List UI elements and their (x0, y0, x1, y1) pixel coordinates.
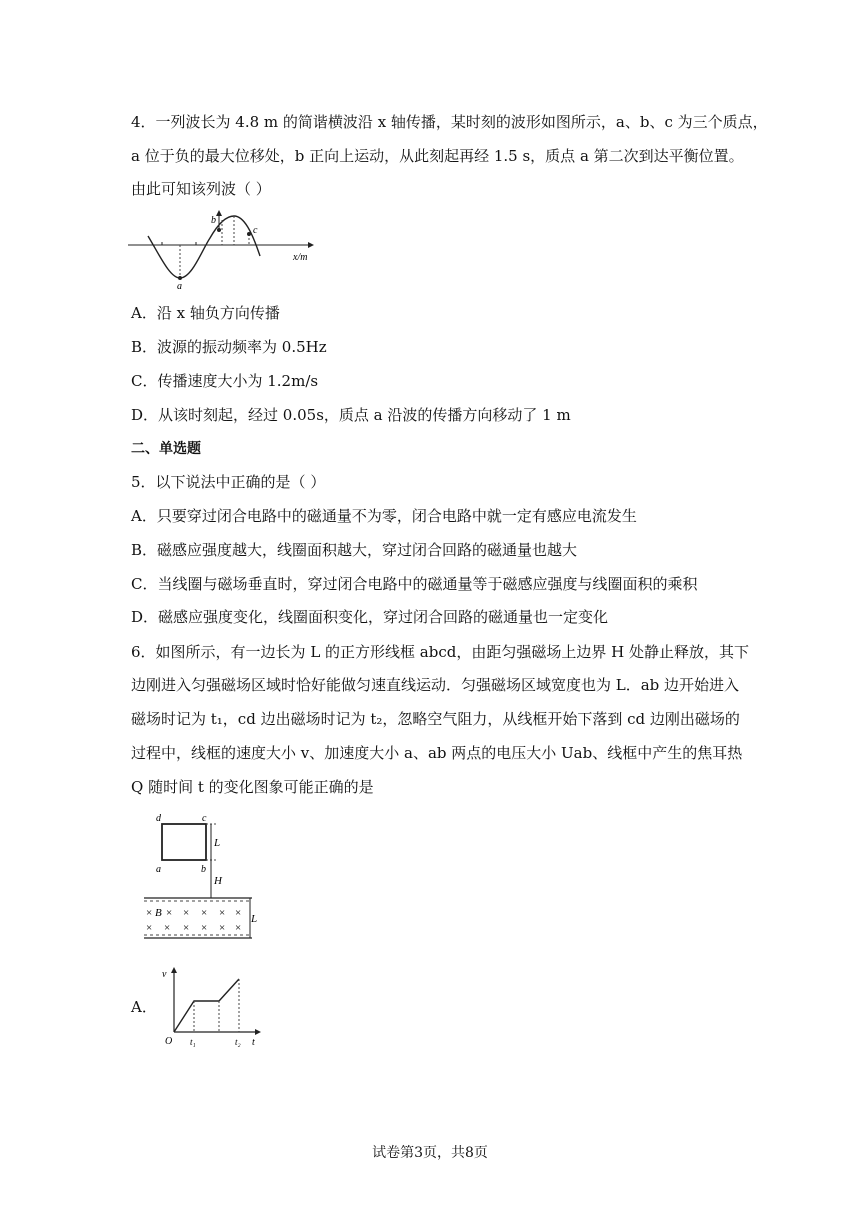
q5-option-a: A．只要穿过闭合电路中的磁通量不为零，闭合电路中就一定有感应电流发生 (131, 507, 637, 525)
q4-label-a: a (177, 281, 182, 292)
q6-coil-field-figure (140, 810, 270, 945)
q4-option-d: D．从该时刻起，经过 0.05s，质点 a 沿波的传播方向移动了 1 m (131, 406, 571, 424)
q6-stem-line-5: Q 随时间 t 的变化图象可能正确的是 (131, 778, 374, 796)
q6-graph-label-t1: t₁ (190, 1037, 196, 1047)
q6-option-a-label: A． (131, 998, 157, 1016)
q6-field-x-12: × (235, 922, 242, 934)
q6-field-x-3: × (183, 907, 190, 919)
q6-graph-y-arrow (171, 967, 177, 973)
q6-field-x-1: × (146, 907, 153, 919)
q6-field-x-4: × (201, 907, 208, 919)
q4-b-arrowhead (216, 210, 222, 216)
q4-option-a: A．沿 x 轴负方向传播 (131, 304, 280, 322)
q6-field-x-11: × (219, 922, 226, 934)
q4-point-a (178, 276, 182, 280)
q4-stem-line-3: 由此可知该列波（ ） (131, 180, 271, 198)
q6-stem-line-3: 磁场时记为 t₁，cd 边出磁场时记为 t₂，忽略空气阻力，从线框开始下落到 cd 边刚出磁场的 (131, 710, 740, 728)
q4-stem-line-1: 4．一列波长为 4.8 m 的简谐横波沿 x 轴传播，某时刻的波形如图所示，a、b、c 为三个质点， (131, 113, 768, 131)
q4-option-b: B．波源的振动频率为 0.5Hz (131, 338, 327, 356)
q6-graph-v-curve (174, 979, 239, 1032)
q4-point-c (247, 232, 251, 236)
q6-label-l2: L (251, 913, 258, 925)
q4-wave-curve (148, 216, 260, 278)
q5-stem: 5．以下说法中正确的是（ ） (131, 473, 326, 491)
q6-label-b-field: B (155, 907, 162, 919)
section-title: 二、单选题 (131, 441, 201, 457)
q4-label-b: b (211, 215, 216, 226)
q5-option-d: D．磁感应强度变化，线圈面积变化，穿过闭合回路的磁通量也一定变化 (131, 608, 609, 626)
q6-stem-line-1: 6．如图所示，有一边长为 L 的正方形线框 abcd，由距匀强磁场上边界 H 处静止释放，其下 (131, 643, 749, 661)
q6-label-d: d (156, 813, 161, 824)
q6-stem-line-2: 边刚进入匀强磁场区域时恰好能做匀速直线运动．匀强磁场区域宽度也为 L．ab 边开始进入 (131, 676, 740, 694)
q6-graph-label-o: O (165, 1036, 173, 1047)
q6-field-x-9: × (183, 922, 190, 934)
q4-label-c: c (253, 225, 258, 236)
q6-label-l1: L (214, 837, 221, 849)
q6-graph-x-arrow (255, 1029, 261, 1035)
q6-option-a-graph (162, 966, 267, 1048)
q5-option-b: B．磁感应强度越大，线圈面积越大，穿过闭合回路的磁通量也越大 (131, 541, 578, 559)
q6-label-a: a (156, 864, 161, 875)
q4-wave-figure (128, 208, 328, 292)
page-footer: 试卷第3页，共8页 (372, 1145, 488, 1161)
q6-label-h: H (214, 875, 222, 887)
q6-field-x-10: × (201, 922, 208, 934)
q4-stem-line-2: a 位于负的最大位移处，b 正向上运动，从此刻起再经 1.5 s，质点 a 第二次到达平衡位置。 (131, 147, 744, 165)
q6-field-x-8: × (164, 922, 171, 934)
q6-label-c: c (202, 813, 207, 824)
q6-graph-label-t2: t₂ (235, 1037, 241, 1047)
q6-graph-label-t: t (252, 1037, 255, 1048)
q6-label-b: b (201, 864, 206, 875)
q6-field-x-7: × (146, 922, 153, 934)
q4-label-axis: x/m (293, 252, 308, 263)
q5-option-c: C．当线圈与磁场垂直时，穿过闭合电路中的磁通量等于磁感应强度与线圈面积的乘积 (131, 575, 698, 593)
q4-option-c: C．传播速度大小为 1.2m/s (131, 372, 319, 390)
q6-graph-label-v: v (162, 969, 167, 980)
q6-stem-line-4: 过程中，线框的速度大小 v、加速度大小 a、ab 两点的电压大小 Uab、线框中产生的焦耳热 (131, 744, 743, 762)
q4-x-axis-arrow (308, 242, 314, 248)
q6-field-x-2: × (166, 907, 173, 919)
q6-field-x-5: × (219, 907, 226, 919)
q6-square-coil (162, 824, 206, 860)
q6-field-x-6: × (235, 907, 242, 919)
